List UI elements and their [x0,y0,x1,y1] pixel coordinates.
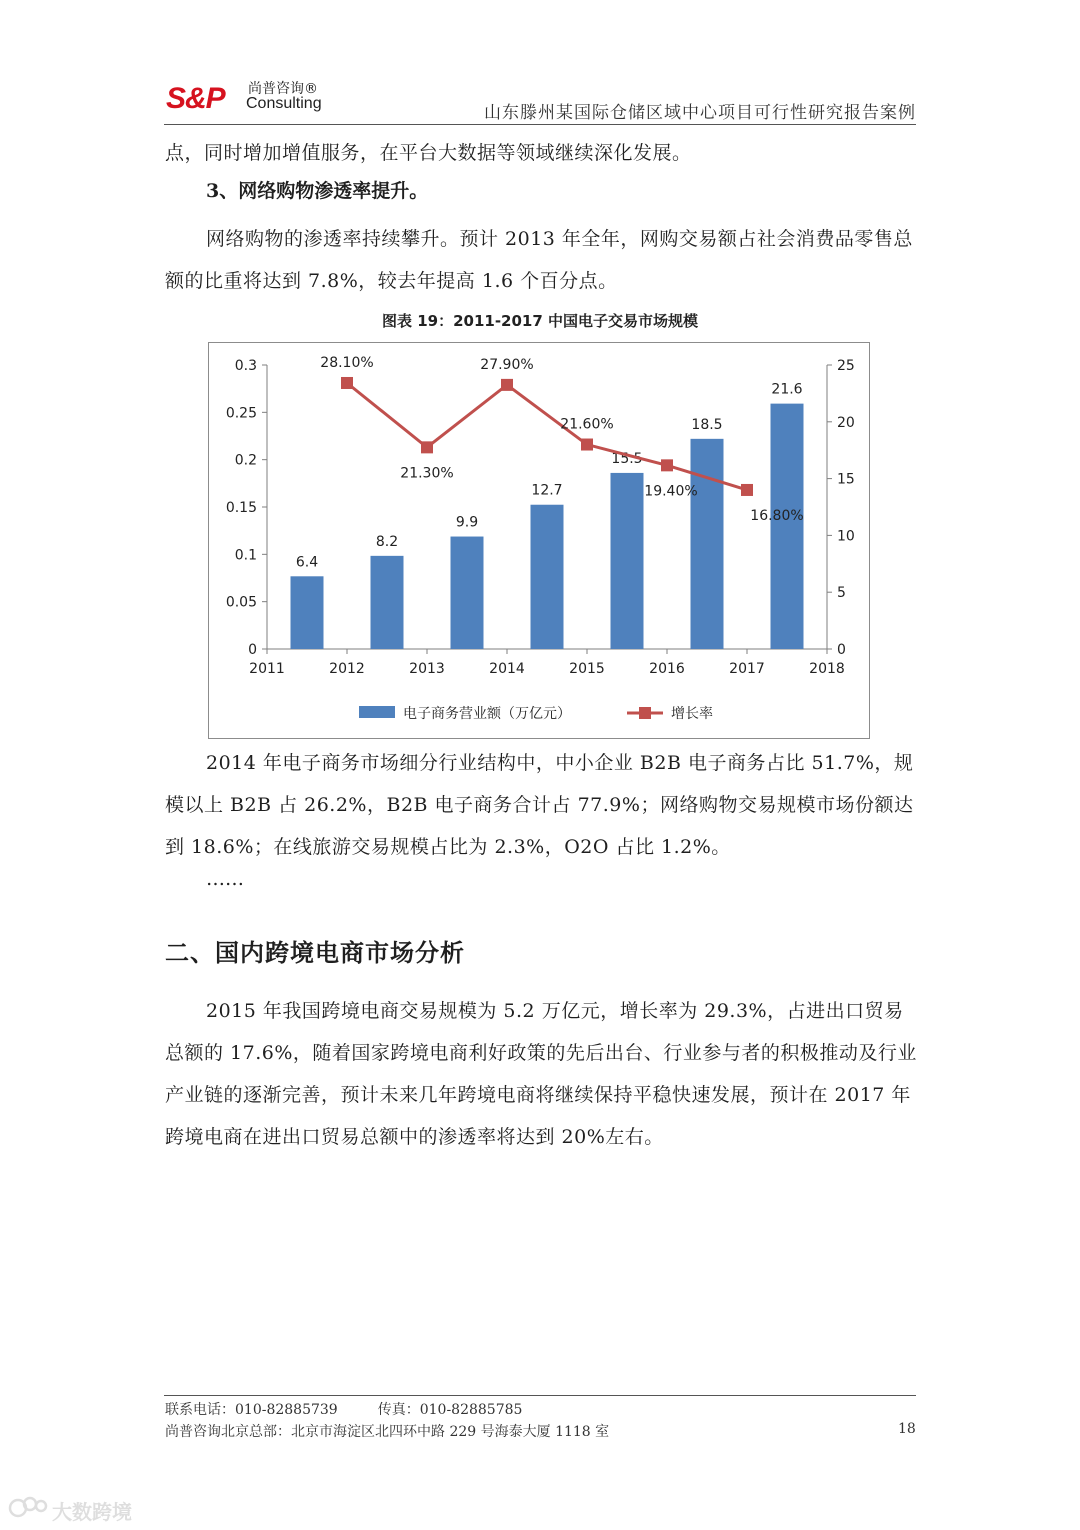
bar [451,537,484,649]
x-tick-label: 2011 [249,661,285,677]
legend-bar-label: 电子商务营业额（万亿元） [403,706,571,722]
growth-rate-marker [421,441,433,453]
bar-value-label: 21.6 [771,381,803,398]
right-tick-label: 0 [837,642,846,658]
section-heading: 二、国内跨境电商市场分析 [165,938,465,967]
company-logo [166,78,346,118]
watermark [8,1494,158,1524]
chart-canvas [209,343,869,738]
left-tick-label: 0.15 [225,500,257,516]
x-tick-label: 2018 [809,661,845,677]
logo-english-name: Consulting [246,95,322,112]
growth-rate-label: 19.40% [644,483,698,500]
x-tick-label: 2013 [409,661,445,677]
footer-address: 尚普咨询北京总部：北京市海淀区北四环中路 229 号海泰大厦 1118 室 [165,1424,610,1440]
legend-bar-swatch [359,706,395,718]
growth-rate-label: 16.80% [750,507,804,524]
bar [771,404,804,649]
growth-rate-marker [341,377,353,389]
left-tick-label: 0.25 [225,405,257,422]
x-tick-label: 2016 [649,661,685,677]
growth-rate-label: 28.10% [320,354,374,371]
legend-line-marker [639,707,651,719]
growth-rate-marker [741,484,753,496]
x-tick-label: 2015 [569,661,605,677]
growth-rate-marker [661,459,673,471]
bar [611,473,644,649]
left-tick-label: 0.2 [234,452,257,469]
figure-caption: 图表 19：2011-2017 中国电子交易市场规模 [381,312,699,330]
ellipsis: …… [206,868,244,890]
growth-rate-label: 27.90% [480,356,534,373]
bar [371,556,404,649]
bar [291,576,324,649]
growth-rate-label: 21.30% [400,465,454,482]
right-tick-label: 25 [837,358,855,374]
footer-fax: 传真：010-82885785 [377,1402,523,1418]
watermark-text: 大数跨境 [52,1500,132,1524]
right-tick-label: 5 [837,585,846,602]
bar-value-label: 18.5 [691,416,723,433]
paragraph-2: 网络购物的渗透率持续攀升。预计 2013 年全年，网购交易额占社会消费品零售总额的比重将达到 7.8%，较去年提高 1.6 个百分点。 [165,228,913,292]
legend-line-label: 增长率 [671,706,713,722]
x-tick-label: 2012 [329,661,365,677]
right-tick-label: 10 [837,528,855,545]
left-tick-label: 0.1 [234,547,257,564]
subsection-heading: 3、网络购物渗透率提升。 [206,180,429,202]
left-tick-label: 0.3 [234,358,257,374]
paragraph-1: 点，同时增加增值服务，在平台大数据等领域继续深化发展。 [165,142,692,164]
bar [531,505,564,649]
bar-value-label: 15.5 [611,450,643,467]
x-tick-label: 2017 [729,661,765,677]
bar-value-label: 9.9 [455,514,479,531]
logo-mark: S&P [166,82,225,115]
bar-value-label: 8.2 [375,533,399,550]
footer-phone: 联系电话：010-82885739 [165,1402,338,1418]
footer-divider [164,1395,916,1396]
report-title: 山东滕州某国际仓储区域中心项目可行性研究报告案例 [484,103,916,123]
right-tick-label: 20 [837,414,855,431]
left-tick-label: 0 [248,642,257,658]
growth-rate-marker [501,379,513,391]
page-number: 18 [898,1421,916,1437]
paragraph-4: 2015 年我国跨境电商交易规模为 5.2 万亿元，增长率为 29.3%，占进出口贸易总额的 17.6%，随着国家跨境电商利好政策的先后出台、行业参与者的积极推动及行业产业链的逐渐完善，预计未来几年跨境电商将继续保持平稳快速发展，预计在 2017 年跨境电商在进出口贸易总额中的渗透率将达到 20%左右。 [165,1000,917,1148]
header-divider [164,124,916,125]
left-tick-label: 0.05 [225,594,257,611]
market-size-chart [208,342,870,739]
bar-value-label: 12.7 [531,482,563,499]
footer-contact [165,1399,522,1419]
watermark-logo-icon [8,1494,48,1524]
x-tick-label: 2014 [489,661,525,677]
right-tick-label: 15 [837,471,855,488]
bar [691,439,724,649]
paragraph-3: 2014 年电子商务市场细分行业结构中，中小企业 B2B 电子商务占比 51.7%，规模以上 B2B 占 26.2%，B2B 电子商务合计占 77.9%；网络购物交易规模市场份额达到 18.6%；在线旅游交易规模占比为 2.3%，O2O 占比 1.2%。 [165,752,914,858]
growth-rate-marker [581,439,593,451]
logo-chinese-name: 尚普咨询® [248,81,318,97]
bar-value-label: 6.4 [295,554,319,571]
growth-rate-label: 21.60% [560,416,614,433]
